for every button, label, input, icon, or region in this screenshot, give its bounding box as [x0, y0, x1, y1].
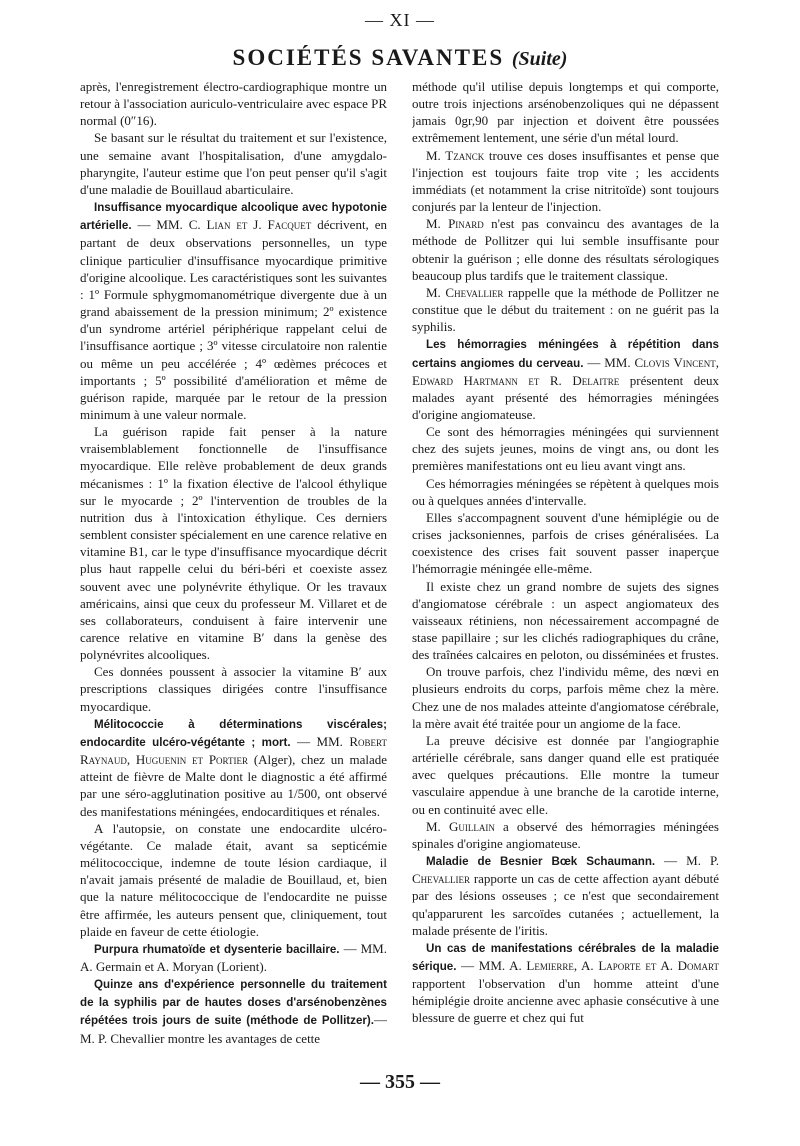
- discussant-name: M. Chevallier: [426, 284, 504, 300]
- article-text: rapporte un cas de cette affection ayant débuté par des lésions osseuses ; ce n'est que secondairement qu'apparurent les sarcoïdes cutanées ; actuellement, la malade présente de l'iritis.: [412, 871, 719, 938]
- paragraph: Ce sont des hémorragies méningées qui surviennent chez des sujets jeunes, moins de vingt ans, ou dont les premières manifestations ont eu lieu avant vingt ans.: [412, 424, 719, 474]
- article-text: rapportent l'observation d'un homme atteint d'une hémiplégie droite ancienne avec aphasie consécutive à une blessure de guerre et chez qui fut: [412, 976, 719, 1026]
- paragraph: Ces hémorragies méningées se répètent à quelques mois ou à quelques années d'intervalle.: [412, 475, 719, 508]
- discussant-name: M. Pinard: [426, 216, 484, 232]
- discussion-text: trouve ces doses insuffisantes et pense que l'injection est toujours faite trop vite ; les accidents immédiats (et notamment la crise nitritoïde) sont toujours conjurés par la lenteur de l'injection.: [412, 147, 719, 215]
- section-title: [0, 44, 800, 73]
- paragraph: Ces données poussent à associer la vitamine B′ aux prescriptions classiques dirigées contre l'insuffisance myocardique.: [80, 664, 387, 714]
- paragraph: A l'autopsie, on constate une endocardite ulcéro-végétante. Ce malade était, avant sa septicémie mélitococcique, indemne de toute lésion cardiaque, il n'avait jamais présenté de maladie de Bouillaud, et, bien que la nature mélitococcique de l'endocardite ne puisse être affirmée, les auteurs pensent que, cliniquement, tout plaide en faveur de cette étiologie.: [80, 820, 387, 939]
- article-authors: — M. P. Chevallier: [412, 853, 719, 887]
- paragraph: La preuve décisive est donnée par l'angiographie artérielle cérébrale, sans danger quand elle est pratiquée avec quelques précautions. Elle montre la tumeur vasculaire appendue à une branche de la carotide interne, ou en continuité avec elle.: [412, 732, 719, 817]
- article-entry: [80, 940, 387, 975]
- article-authors: — MM. Robert Raynaud, Huguenin et Portier: [80, 733, 387, 768]
- discussion-entry: [412, 147, 719, 216]
- article-entry: [80, 198, 387, 423]
- article-title: Un cas de manifestations cérébrales de la maladie sérique.: [412, 941, 719, 973]
- article-text: présentent deux malades ayant présenté des hémorragies méningées d'origine angiomateuse.: [412, 372, 719, 422]
- paragraph: On trouve parfois, chez l'individu même, des nœvi en plusieurs endroits du corps, parfois même chez la mère. Chez une de nos malades atteinte d'angiomatose cérébrale, la mère avait été traitée pour un angiome de la face.: [412, 664, 719, 731]
- article-text: — M. P. Chevallier montre les avantages de cette: [80, 1012, 387, 1046]
- article-authors: — MM. C. Lian et J. Facquet: [137, 217, 312, 233]
- article-entry: [80, 975, 387, 1047]
- discussion-entry: [412, 818, 719, 852]
- left-column: [80, 78, 387, 1078]
- article-title: Maladie de Besnier Bœk Schaumann.: [426, 855, 656, 869]
- page-number: — 355 —: [360, 1071, 440, 1093]
- paragraph: Il existe chez un grand nombre de sujets des signes d'angiomatose cérébrale : un aspect angiomateux des vaisseaux rétiniens, non nécessairement accompagné de stase papillaire ; sur les clichés radiographiques du crâne, des traînées calcaires en peloton, ou disséminées et frustes.: [412, 578, 719, 663]
- article-title: Les hémorragies méningées à répétition dans certains angiomes du cerveau.: [412, 338, 719, 370]
- section-title-suffix: (Suite): [511, 48, 568, 70]
- article-entry: [412, 939, 719, 1027]
- discussion-text: n'est pas convaincu des avantages de la méthode de Pollitzer qui lui semble insuffisante pour obtenir la guérison ; elle donne des résultats sérologiques beaucoup plus tardifs que le traitement classique.: [412, 216, 719, 283]
- article-title: Quinze ans d'expérience personnelle du traitement de la syphilis par de hautes doses d'arsénobenzènes répétées trois jours de suite (méthode de Pollitzer).: [80, 978, 387, 1028]
- right-column: [412, 78, 719, 1078]
- article-authors: — MM. A. Lemierre, A. Laporte et A. Domart: [461, 957, 719, 973]
- article-text: — MM. A. Germain et A. Moryan (Lorient).: [80, 940, 387, 974]
- discussion-entry: [412, 215, 719, 284]
- discussant-name: M. Guillain: [426, 818, 495, 834]
- roman-page-numeral: — XI —: [365, 10, 435, 30]
- section-title-text: SOCIÉTÉS SAVANTES: [232, 45, 505, 70]
- article-entry: [412, 852, 719, 939]
- discussion-text: a observé des hémorragies méningées spinales d'origine angiomateuse.: [412, 818, 719, 851]
- article-authors: — MM. Clovis Vincent, Edward Hartmann et R. Delaitre: [412, 354, 719, 388]
- discussant-name: M. Tzanck: [426, 147, 485, 163]
- article-text: (Alger), chez un malade atteint de fièvre de Malte dont le diagnostic a été affirmé par une séro-agglutination positive au 1/500, ont observé des manifestations méningées, endocarditiques et rénales.: [80, 752, 387, 819]
- article-title: Insuffisance myocardique alcoolique avec hypotonie artérielle.: [80, 201, 387, 233]
- paragraph: Elles s'accompagnent souvent d'une hémiplégie ou de crises jacksoniennes, parfois de crises généralisées. La coexistence des crises fait souvent passer inaperçue l'hémorragie méningée elle-même.: [412, 509, 719, 577]
- paragraph: méthode qu'il utilise depuis longtemps et qui comporte, outre trois injections arsénobenzoliques qui ne dépassent jamais 0gr,90 par injection et doivent être poussées extrêmement lentement, une série d'un métal lourd.: [412, 79, 719, 146]
- paragraph: Se basant sur le résultat du traitement et sur l'existence, une semaine avant l'hospitalisation, d'une amygdalo-pharyngite, l'auteur estime que l'on peut penser qu'il s'agit d'une maladie de Bouillaud abarticulaire.: [80, 130, 387, 197]
- paragraph: La guérison rapide fait penser à la nature vraisemblablement fonctionnelle de l'insuffisance myocardique. Elle relève probablement de deux grands mécanismes : 1º la fixation élective de l'alcool éthylique sur le myocarde ; 2º l'intervention de troubles de la nutrition dus à l'intoxication éthylique. Ces derniers semblent consister spécialement en une carence relative en vitamine B1, car le type d'insuffisance myocardique décrit plus haut rappelle celui du béri-béri et coexiste assez souvent avec une polynévrite éthylique. Or les travaux américains, ainsi que ceux du professeur M. Villaret et de ses collaborateurs, conduisent à faire intervenir une carence relative en vitamine B′ dans la genèse des polynévrites alcooliques.: [80, 424, 387, 663]
- article-entry: [80, 715, 387, 820]
- article-text: décrivent, en partant de deux observations personnelles, un type clinique particulier d'insuffisance myocardique primitive d'origine alcoolique. Les caractéristiques sont les suivantes : 1º Formule sphygmomanométrique divergente due à un grand abaissement de la pression minimum; 2º existence d'un syndrome artériel périphérique rappelant celui de l'insuffisance aortique ; 3º vitesse circulatoire non ralentie ou même un peu accélérée ; 4º œdèmes précoces et importants ; 5º possibilité d'amélioration et même de guérison rapide, marquée par le retour de la pression minimum à une valeur normale.: [80, 217, 387, 422]
- paragraph: après, l'enregistrement électro-cardiographique montre un retour à l'association auriculo-ventriculaire avec espace PR normal (0″16).: [80, 79, 387, 129]
- discussion-text: rappelle que la méthode de Pollitzer ne constitue que le début du traitement : on ne guérit pas la syphilis.: [412, 284, 719, 335]
- discussion-entry: [412, 284, 719, 335]
- article-entry: [412, 335, 719, 423]
- article-title: Purpura rhumatoïde et dysenterie bacillaire.: [94, 942, 340, 956]
- article-title: Mélitococcie à déterminations viscérales; endocardite ulcéro-végétante ; mort.: [80, 717, 387, 749]
